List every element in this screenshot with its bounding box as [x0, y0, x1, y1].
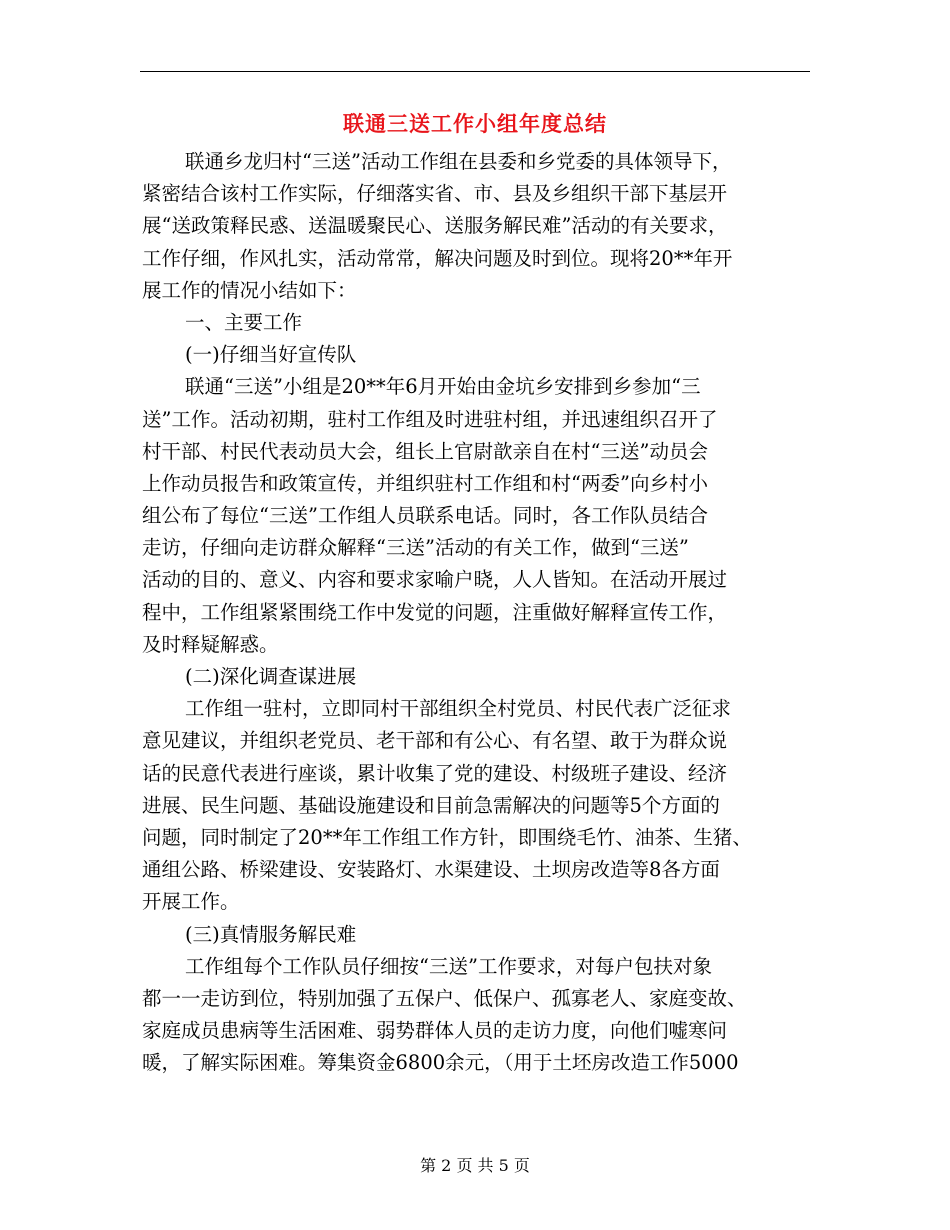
body-line: (二)深化调查谋进展	[185, 665, 357, 688]
body-line: 问题，同时制定了20**年工作组工作方针，即围绕毛竹、油茶、生猪、	[142, 825, 752, 849]
body-line: 联通“三送”小组是20**年6月开始由金坑乡安排到乡参加“三	[185, 375, 701, 399]
body-line: 送”工作。活动初期，驻村工作组及时进驻村组，并迅速组织召开了	[142, 407, 718, 431]
body-line: 上作动员报告和政策宣传，并组织驻村工作组和村“两委”向乡村小	[142, 471, 708, 495]
body-line: 进展、民生问题、基础设施建设和目前急需解决的问题等5个方面的	[142, 793, 720, 817]
body-line: 意见建议，并组织老党员、老干部和有公心、有名望、敢于为群众说	[142, 729, 728, 753]
body-line: 都一一走访到位，特别加强了五保户、低保户、孤寡老人、家庭变故、	[142, 986, 747, 1010]
body-line: 通组公路、桥梁建设、安装路灯、水渠建设、土坝房改造等8各方面	[142, 858, 720, 882]
page-number: 第 2 页 共 5 页	[420, 1156, 530, 1175]
body-line: 工作组一驻村，立即同村干部组织全村党员、村民代表广泛征求	[185, 697, 732, 721]
body-line: 工作组每个工作队员仔细按“三送”工作要求，对每户包扶对象	[185, 954, 712, 978]
body-line: 紧密结合该村工作实际，仔细落实省、市、县及乡组织干部下基层开	[142, 182, 728, 206]
body-line: 走访，仔细向走访群众解释“三送”活动的有关工作，做到“三送”	[142, 536, 689, 560]
body-line: 展工作的情况小结如下：	[142, 278, 357, 302]
body-line: 程中，工作组紧紧围绕工作中发觉的问题，注重做好解释宣传工作，	[142, 600, 728, 624]
body-line: 展“送政策释民惑、送温暖聚民心、送服务解民难”活动的有关要求，	[142, 214, 728, 238]
document-title: 联通三送工作小组年度总结	[343, 111, 607, 136]
body-line: 开展工作。	[142, 890, 240, 914]
body-line: 工作仔细，作风扎实，活动常常，解决问题及时到位。现将20**年开	[142, 246, 733, 270]
body-line: 联通乡龙归村“三送”活动工作组在县委和乡党委的具体领导下，	[185, 150, 732, 173]
body-line: 及时释疑解惑。	[142, 632, 279, 656]
body-line: 家庭成员患病等生活困难、弱势群体人员的走访力度，向他们嘘寒问	[142, 1019, 728, 1043]
body-line: 活动的目的、意义、内容和要求家喻户晓，人人皆知。在活动开展过	[142, 568, 728, 592]
body-line: (一)仔细当好宣传队	[185, 343, 357, 367]
body-line: (三)真情服务解民难	[185, 922, 357, 946]
body-line: 暖，了解实际困难。筹集资金6800余元，（用于土坯房改造工作5000	[142, 1051, 739, 1075]
body-line: 组公布了每位“三送”工作组人员联系电话。同时，各工作队员结合	[142, 504, 708, 528]
body-line: 一、主要工作	[185, 310, 303, 334]
body-line: 村干部、村民代表动员大会，组长上官尉歆亲自在村“三送”动员会	[142, 439, 708, 463]
body-line: 话的民意代表进行座谈，累计收集了党的建设、村级班子建设、经济	[142, 761, 728, 785]
document-body	[142, 146, 812, 1079]
header-rule	[140, 71, 810, 72]
